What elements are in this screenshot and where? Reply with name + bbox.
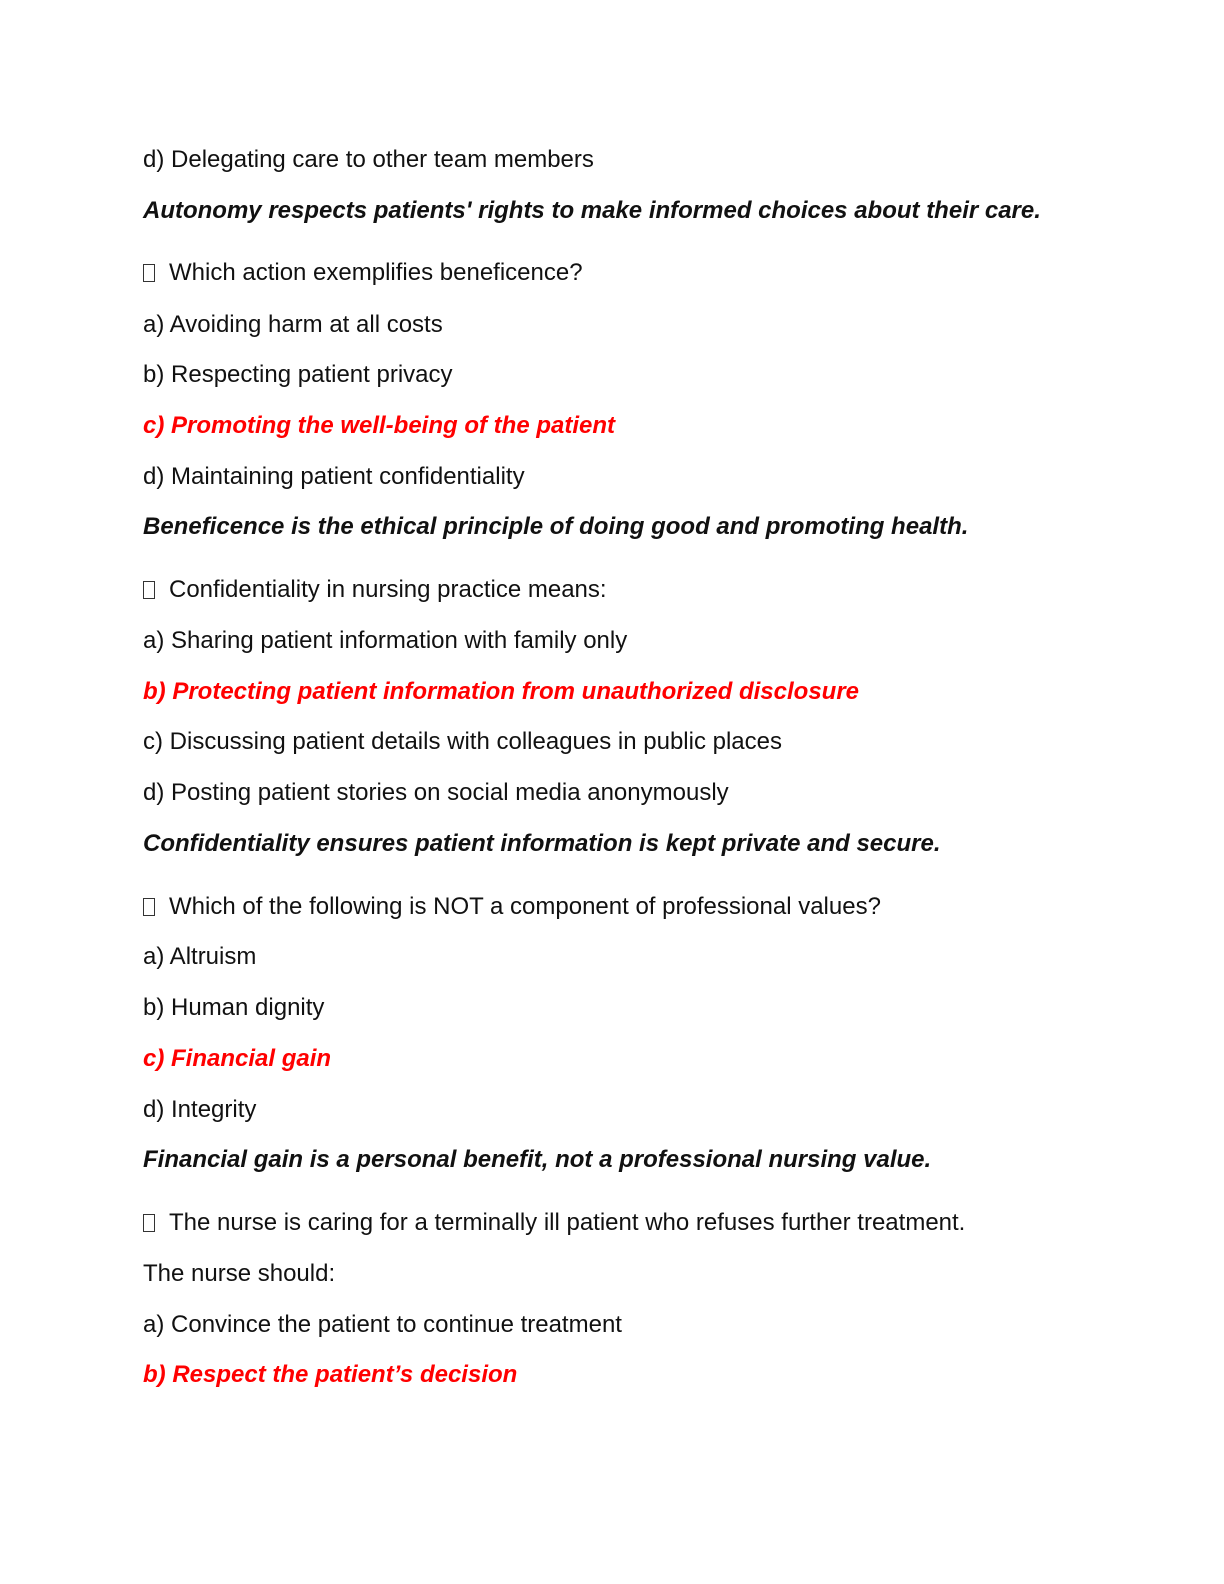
option-line: d) Posting patient stories on social media anonymously [143, 779, 729, 806]
missing-glyph-box-icon [143, 1214, 155, 1232]
correct-answer-line: b) Protecting patient information from unauthorized disclosure [143, 678, 860, 705]
question-line [143, 892, 881, 922]
question-text: Confidentiality in nursing practice means: [169, 576, 607, 603]
option-line: a) Avoiding harm at all costs [143, 311, 443, 338]
option-line: b) Respecting patient privacy [143, 361, 453, 388]
rationale-line: Autonomy respects patients' rights to make informed choices about their care. [143, 197, 1041, 224]
option-line: d) Delegating care to other team members [143, 146, 594, 173]
missing-glyph-box-icon [143, 581, 155, 599]
rationale-line: Beneficence is the ethical principle of doing good and promoting health. [143, 513, 969, 540]
rationale-line: Confidentiality ensures patient information is kept private and secure. [143, 830, 941, 857]
question-continuation-line: The nurse should: [143, 1260, 336, 1287]
option-line: c) Discussing patient details with colleagues in public places [143, 728, 782, 755]
question-text: Which action exemplifies beneficence? [169, 259, 583, 286]
option-line: d) Maintaining patient confidentiality [143, 463, 525, 490]
option-line: b) Human dignity [143, 994, 325, 1021]
question-text: The nurse is caring for a terminally ill patient who refuses further treatment. [169, 1209, 966, 1236]
question-line [143, 1208, 965, 1238]
correct-answer-line: c) Promoting the well-being of the patient [143, 412, 615, 439]
option-line: a) Altruism [143, 943, 257, 970]
option-line: a) Sharing patient information with family only [143, 627, 628, 654]
missing-glyph-box-icon [143, 264, 155, 282]
option-line: a) Convince the patient to continue treatment [143, 1311, 622, 1338]
question-line [143, 575, 607, 605]
question-line [143, 258, 583, 288]
question-text: Which of the following is NOT a component of professional values? [169, 893, 881, 920]
correct-answer-line: c) Financial gain [143, 1045, 332, 1072]
correct-answer-line: b) Respect the patient’s decision [143, 1361, 518, 1388]
rationale-line: Financial gain is a personal benefit, not a professional nursing value. [143, 1146, 932, 1173]
option-line: d) Integrity [143, 1096, 257, 1123]
missing-glyph-box-icon [143, 898, 155, 916]
